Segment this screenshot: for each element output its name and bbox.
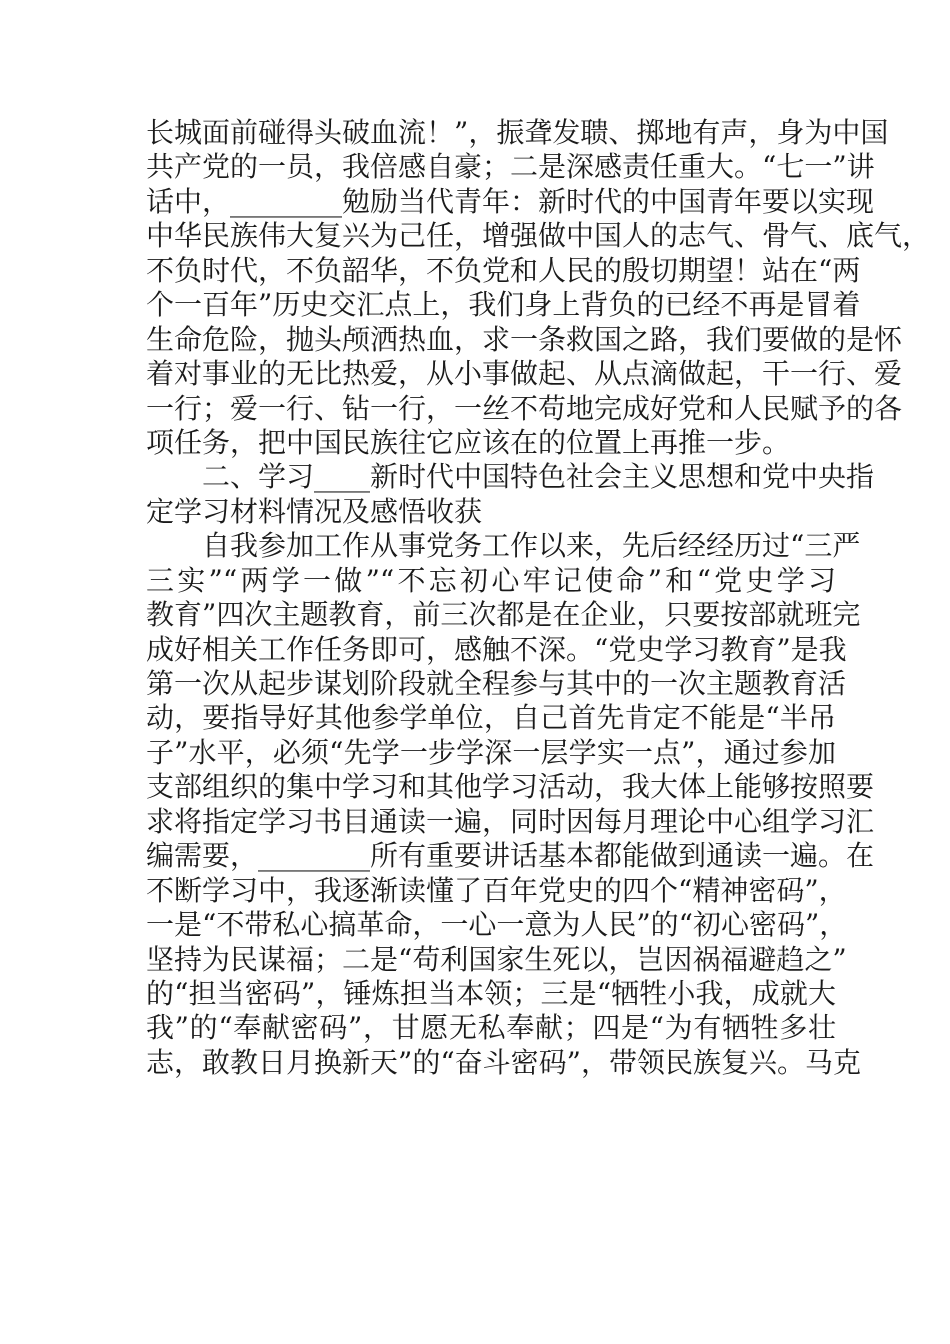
text-line: 第一次从起步谋划阶段就全程参与其中的一次主题教育活 — [146, 667, 847, 700]
text-line: 我”的“奉献密码”，甘愿无私奉献；四是“为有牺牲多壮 — [146, 1011, 836, 1045]
text-line: 共产党的一员，我倍感自豪；二是深感责任重大。“七一”讲 — [146, 150, 875, 184]
text-line: 话中，________勉励当代青年：新时代的中国青年要以实现 — [146, 184, 875, 218]
text-line: 不断学习中，我逐渐读懂了百年党史的四个“精神密码”， — [146, 873, 847, 907]
text-line: 长城面前碰得头破血流！”，振聋发聩、掷地有声，身为中国 — [146, 116, 889, 149]
text-line: 教育”四次主题教育，前三次都是在企业，只要按部就班完 — [146, 598, 861, 632]
text-line: 着对事业的无比热爱，从小事做起、从点滴做起，干一行、爱 — [146, 357, 903, 391]
text-line: 志，敢教日月换新天”的“奋斗密码”，带领民族复兴。马克 — [146, 1045, 861, 1079]
text-line: 中华民族伟大复兴为己任，增强做中国人的志气、骨气、底气， — [146, 219, 931, 253]
text-line: 的“担当密码”，锤炼担当本领；三是“牺牲小我，成就大 — [146, 976, 836, 1010]
text-line: 不负时代，不负韶华，不负党和人民的殷切期望！站在“两 — [146, 253, 861, 287]
text-line: 个一百年”历史交汇点上，我们身上背负的已经不再是冒着 — [146, 288, 861, 322]
text-line: 三实”“两学一做”“不忘初心牢记使命”和“党史学习 — [146, 563, 836, 597]
text-line: 支部组织的集中学习和其他学习活动，我大体上能够按照要 — [146, 770, 875, 804]
section-heading-line: 定学习材料情况及感悟收获 — [146, 494, 483, 528]
body-text — [146, 116, 931, 1080]
text-line: 动，要指导好其他参学单位，自己首先肯定不能是“半吊 — [146, 701, 836, 735]
text-line: 求将指定学习书目通读一遍，同时因每月理论中心组学习汇 — [146, 804, 875, 838]
text-line: 项任务，把中国民族往它应该在的位置上再推一步。 — [146, 425, 791, 459]
text-line: 一行；爱一行、钻一行，一丝不苟地完成好党和人民赋予的各 — [146, 391, 903, 425]
section-heading-line: 二、学习____新时代中国特色社会主义思想和党中央指 — [202, 460, 875, 494]
text-line: 一是“不带私心搞革命，一心一意为人民”的“初心密码”， — [146, 908, 848, 942]
text-line: 坚持为民谋福；二是“苟利国家生死以，岂因祸福避趋之” — [146, 942, 847, 976]
text-line: 成好相关工作任务即可，感触不深。“党史学习教育”是我 — [146, 632, 847, 666]
text-line: 子”水平，必须“先学一步学深一层学实一点”，通过参加 — [146, 735, 836, 769]
text-line: 生命危险，抛头颅洒热血，求一条救国之路，我们要做的是怀 — [146, 322, 903, 356]
text-line: 自我参加工作从事党务工作以来，先后经经历过“三严 — [202, 529, 861, 563]
text-line: 编需要，________所有重要讲话基本都能做到通读一遍。在 — [146, 839, 875, 873]
